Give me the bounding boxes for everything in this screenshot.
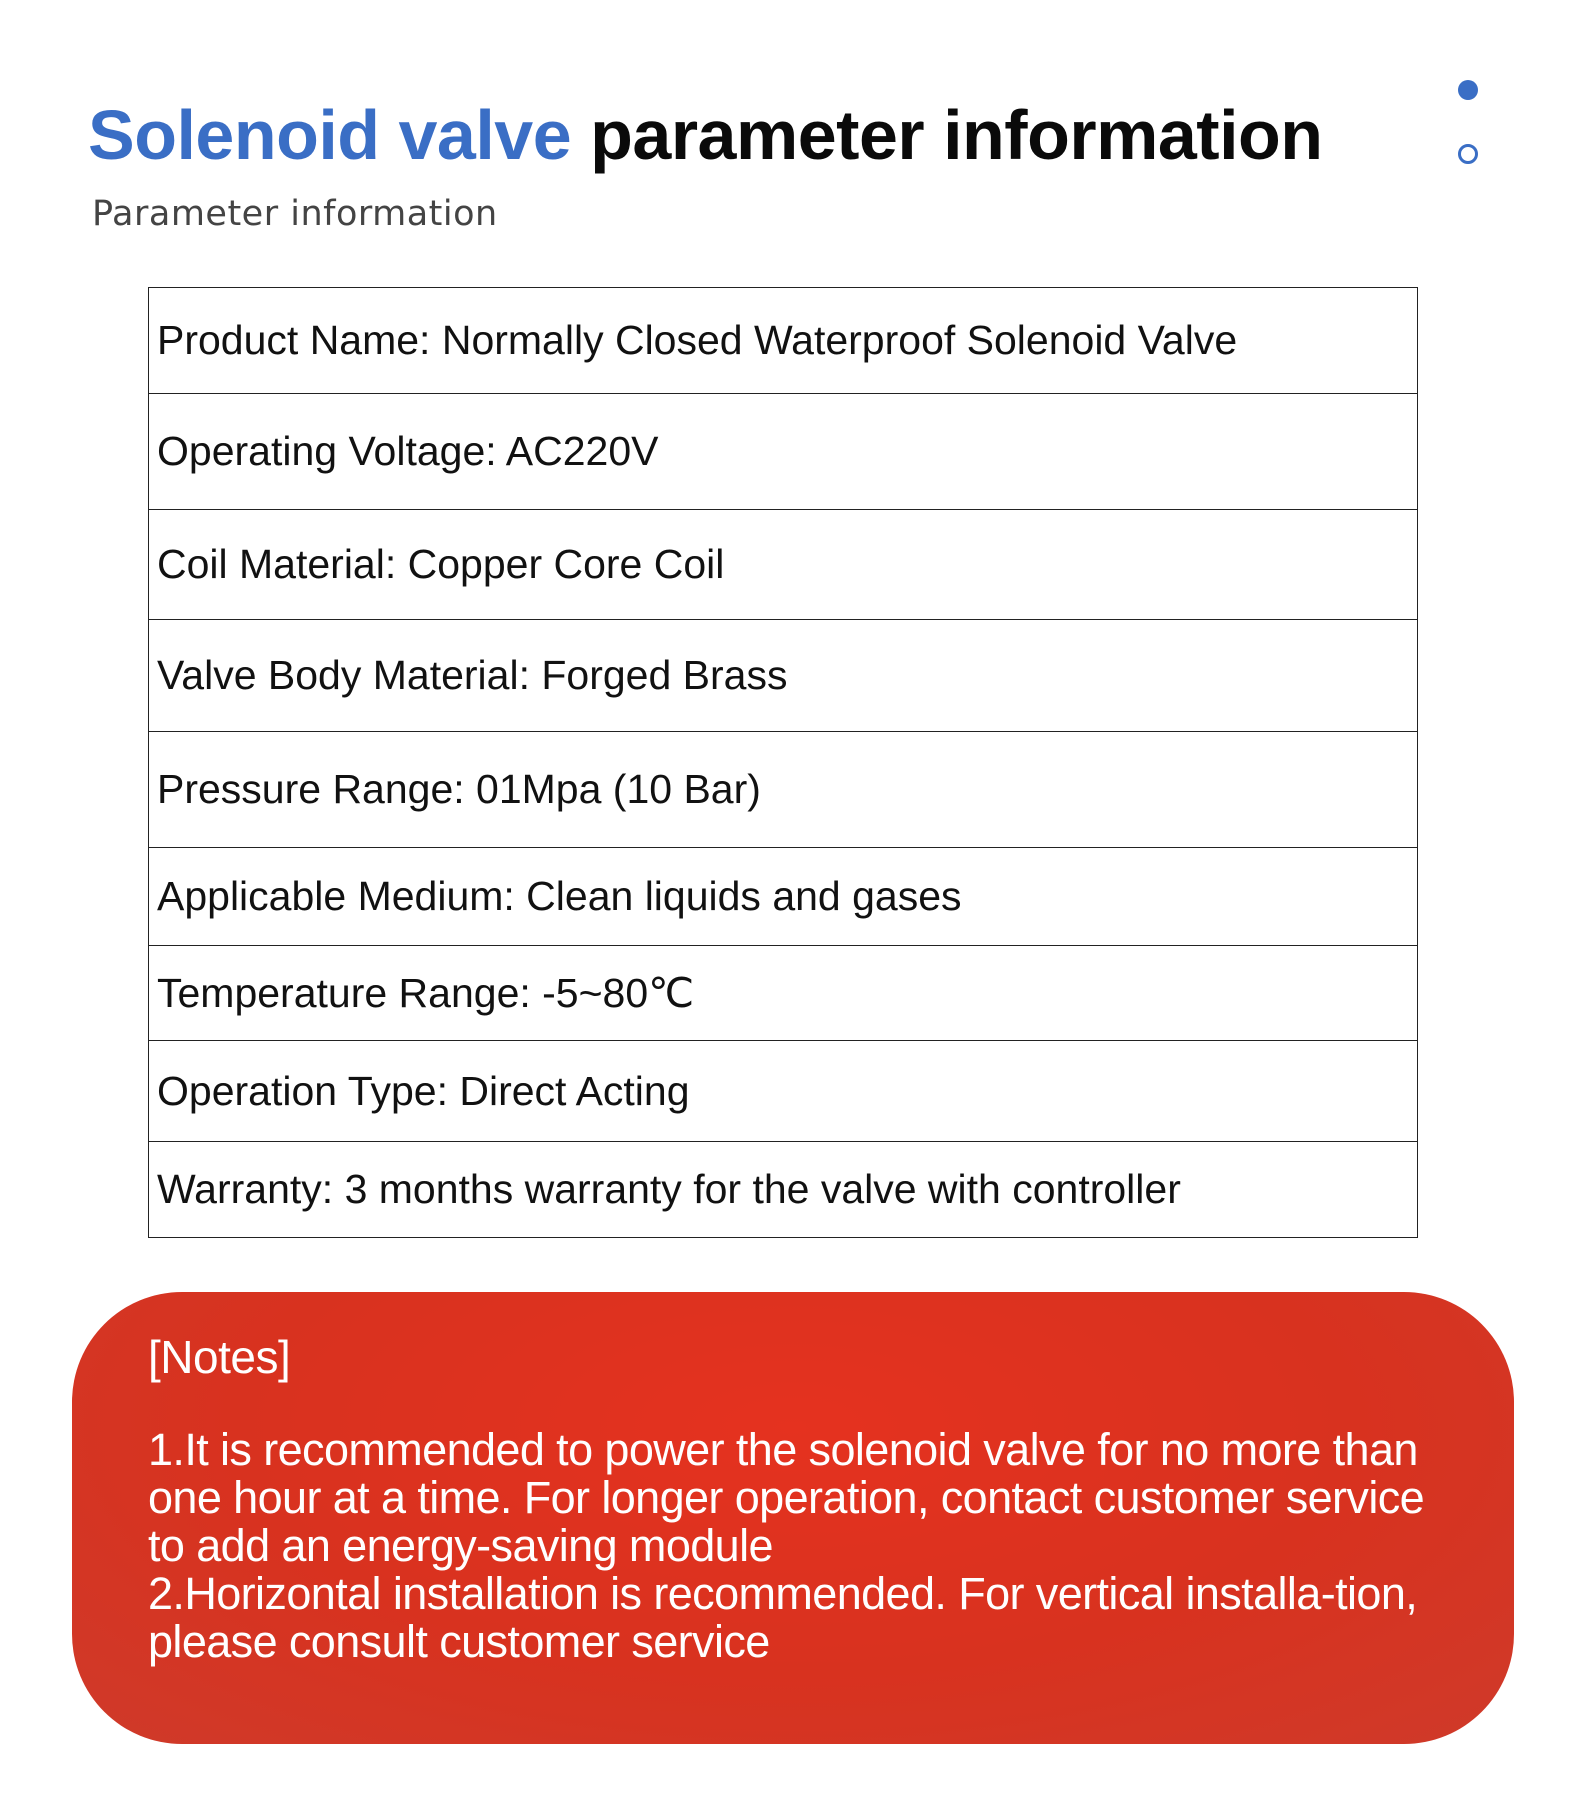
param-product-name: Product Name: Normally Closed Waterproof Solenoid Valve <box>149 288 1418 394</box>
param-coil-material: Coil Material: Copper Core Coil <box>149 510 1418 620</box>
table-row <box>149 848 1418 946</box>
param-applicable-medium: Applicable Medium: Clean liquids and gases <box>149 848 1418 946</box>
title-accent: Solenoid valve <box>88 96 572 174</box>
table-row <box>149 946 1418 1041</box>
param-warranty: Warranty: 3 months warranty for the valve with controller <box>149 1142 1418 1238</box>
param-valve-body-material: Valve Body Material: Forged Brass <box>149 620 1418 732</box>
param-operating-voltage: Operating Voltage: AC220V <box>149 394 1418 510</box>
parameter-table <box>148 287 1418 1238</box>
title-rest: parameter information <box>590 96 1323 174</box>
pagination-dots <box>1458 80 1482 170</box>
table-row <box>149 1142 1418 1238</box>
param-pressure-range: Pressure Range: 01Mpa (10 Bar) <box>149 732 1418 848</box>
pagination-dot-active-icon[interactable] <box>1458 80 1478 100</box>
table-row <box>149 394 1418 510</box>
notes-item: 1.It is recommended to power the solenoid valve for no more than one hour at a time. For longer operation, contact customer service to add an energy-saving module <box>148 1424 1425 1571</box>
header <box>88 92 1388 236</box>
table-row <box>149 510 1418 620</box>
table-row <box>149 288 1418 394</box>
table-row <box>149 732 1418 848</box>
page-subtitle: Parameter information <box>92 194 498 234</box>
notes-heading: [Notes] <box>148 1331 291 1383</box>
table-row <box>149 620 1418 732</box>
page-title <box>88 92 1388 178</box>
notes-item: 2.Horizontal installation is recommended. For vertical installa-tion, please consult customer service <box>148 1568 1418 1667</box>
notes-box <box>72 1292 1514 1744</box>
param-temperature-range: Temperature Range: -5~80℃ <box>149 946 1418 1041</box>
pagination-dot-inactive-icon[interactable] <box>1458 144 1478 164</box>
param-operation-type: Operation Type: Direct Acting <box>149 1041 1418 1142</box>
table-row <box>149 1041 1418 1142</box>
